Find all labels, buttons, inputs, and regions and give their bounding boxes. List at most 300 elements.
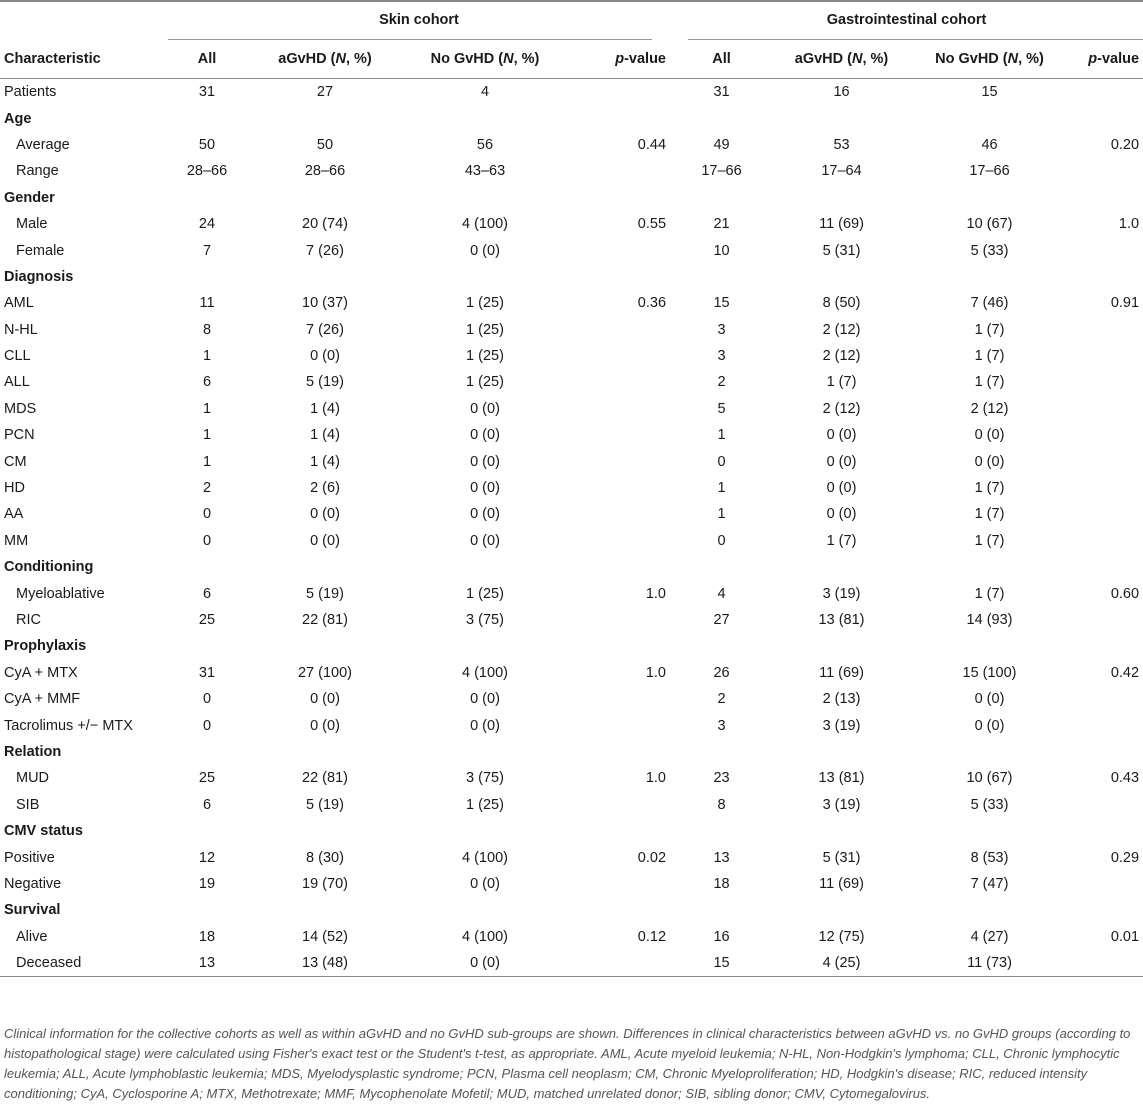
col-gi-no-gvhd: No GvHD (N, %) xyxy=(910,40,1069,79)
section-row xyxy=(0,105,1143,131)
table-cell: 31 xyxy=(713,84,730,101)
table-cell: 5 (33) xyxy=(970,796,1009,813)
table-cell: 1 (25) xyxy=(466,295,504,312)
table-cell xyxy=(1069,607,1143,633)
table-cell: 0 xyxy=(202,506,212,523)
table-cell xyxy=(1069,317,1143,343)
table-cell xyxy=(910,264,1069,290)
table-cell: 3 xyxy=(717,321,726,338)
table-cell: 1 xyxy=(202,348,212,365)
table-cell xyxy=(1069,554,1143,580)
table-cell xyxy=(168,185,246,211)
table-cell: 0 (0) xyxy=(470,480,500,497)
table-cell xyxy=(404,264,566,290)
table-cell xyxy=(1069,448,1143,474)
table-cell: 20 (74) xyxy=(302,216,348,233)
table-cell xyxy=(566,158,670,184)
table-cell xyxy=(910,818,1069,844)
table-cell: 0 (0) xyxy=(826,480,857,497)
table-footnote: Clinical information for the collective cohorts as well as within aGvHD and no GvHD sub-groups are shown. Differences in clinical characteristics between aGvHD vs. no GvHD groups (according to histopathological stage) were calculated using Fisher's exact test or the Student's t-test, as appropriate. AML, Acute myeloid leukemia; N-HL, Non-Hodgkin's lymphoma; CLL, Chronic lymphocytic leukemia; ALL, Acute lymphoblastic leukemia; MDS, Myelodysplastic syndrome; PCN, Plasma cell neoplasm; CM, Chronic Myeloproliferation; HD, Hodgkin's disease; RIC, reduced intensity conditioning; CyA, Cyclosporine A; MTX, Methotrexate; MMF, Mycophenolate Mofetil; MUD, matched unrelated donor; SIB, sibling donor; CMV, Cytomegalovirus. xyxy=(4,1026,1131,1101)
table-cell xyxy=(566,950,670,977)
table-cell: 2 (12) xyxy=(822,400,861,417)
table-cell: 1.0 xyxy=(645,770,667,787)
table-cell: 1.0 xyxy=(1118,216,1140,233)
skin-cohort-label: Skin cohort xyxy=(379,12,459,28)
table-cell: 25 xyxy=(198,770,216,787)
table-cell xyxy=(566,501,670,527)
section-label: CMV status xyxy=(4,823,83,840)
table-cell: 4 (100) xyxy=(462,849,508,866)
table-cell xyxy=(670,633,773,659)
table-cell: 8 xyxy=(202,321,212,338)
table-cell: 0 (0) xyxy=(470,717,500,734)
table-cell xyxy=(1069,475,1143,501)
row-label: ALL xyxy=(4,374,30,391)
table-cell: 0 (0) xyxy=(826,427,857,444)
section-label: Diagnosis xyxy=(4,268,74,285)
table-cell: 3 (19) xyxy=(822,717,861,734)
table-cell xyxy=(1069,528,1143,554)
table-cell: 6 xyxy=(202,796,212,813)
col-skin-all: All xyxy=(168,40,246,79)
row-label: PCN xyxy=(4,427,35,444)
table-cell xyxy=(1069,792,1143,818)
table-cell: 1 (25) xyxy=(466,321,504,338)
table-cell: 22 (81) xyxy=(302,612,348,628)
table-cell: 7 (46) xyxy=(970,295,1009,312)
table-cell: 19 xyxy=(198,875,216,892)
table-cell: 21 xyxy=(713,216,730,233)
table-cell xyxy=(566,818,670,844)
table-cell: 22 (81) xyxy=(302,770,348,787)
table-cell: 1 (25) xyxy=(466,348,504,365)
table-row xyxy=(0,607,1143,633)
table-cell xyxy=(1069,264,1143,290)
row-label: Deceased xyxy=(0,950,168,977)
table-cell xyxy=(1069,185,1143,211)
table-cell xyxy=(566,264,670,290)
table-cell xyxy=(404,554,566,580)
row-label: Alive xyxy=(16,928,48,945)
table-cell: 0.20 xyxy=(1110,136,1140,153)
table-body xyxy=(0,79,1143,977)
table-cell xyxy=(168,897,246,923)
table-row xyxy=(0,844,1143,870)
table-cell xyxy=(566,871,670,897)
table-cell: 18 xyxy=(198,928,216,945)
table-cell: 5 (19) xyxy=(306,374,344,391)
table-cell: 5 xyxy=(717,400,726,417)
table-cell: 0 (0) xyxy=(470,875,500,892)
table-cell: 10 (67) xyxy=(966,770,1013,787)
table-cell xyxy=(168,818,246,844)
table-cell xyxy=(773,105,910,131)
table-cell xyxy=(1069,105,1143,131)
table-cell xyxy=(168,264,246,290)
table-cell xyxy=(1069,818,1143,844)
table-cell: 4 (100) xyxy=(462,216,508,233)
skin-cohort-rule xyxy=(168,39,652,40)
table-cell xyxy=(404,818,566,844)
table-cell xyxy=(246,897,404,923)
table-cell: 56 xyxy=(476,136,494,153)
table-cell: 18 xyxy=(713,875,730,892)
table-cell: 16 xyxy=(833,84,850,101)
gi-cohort-rule xyxy=(688,39,1143,40)
section-row xyxy=(0,185,1143,211)
table-cell: 26 xyxy=(713,664,730,681)
row-label: CM xyxy=(4,453,27,470)
table-cell: 1 (7) xyxy=(826,532,857,549)
table-cell xyxy=(566,528,670,554)
table-cell: 11 (73) xyxy=(910,950,1069,977)
table-cell: 5 (19) xyxy=(306,796,344,813)
table-cell: 3 (19) xyxy=(822,796,861,813)
section-label: Survival xyxy=(4,902,61,919)
table-cell: 8 xyxy=(717,796,726,813)
table-cell xyxy=(246,818,404,844)
table-cell: 1 (4) xyxy=(310,427,340,444)
table-cell: 7 (47) xyxy=(970,875,1009,892)
row-label: HD xyxy=(4,480,25,497)
table-row xyxy=(0,396,1143,422)
table-cell: 1 xyxy=(202,400,212,417)
table-cell xyxy=(910,105,1069,131)
table-cell: 0 (0) xyxy=(470,242,500,259)
table-cell: 43–63 xyxy=(464,163,506,180)
table-row xyxy=(0,686,1143,712)
row-label: SIB xyxy=(16,796,40,813)
table-cell: 1 (25) xyxy=(466,374,504,391)
table-row xyxy=(0,79,1143,106)
table-cell: 1 (25) xyxy=(466,585,504,602)
table-cell xyxy=(566,686,670,712)
table-cell: 3 (19) xyxy=(822,585,861,602)
gi-cohort-header xyxy=(670,0,1143,40)
table-cell xyxy=(404,185,566,211)
table-cell: 5 (19) xyxy=(306,585,344,602)
table-cell: 4 (100) xyxy=(462,664,508,681)
table-cell: 0.42 xyxy=(1110,664,1140,681)
table-cell: 4 xyxy=(717,585,726,602)
table-cell: 1.0 xyxy=(645,585,667,602)
gi-cohort-label: Gastrointestinal cohort xyxy=(826,12,987,28)
row-label: Tacrolimus +/− MTX xyxy=(4,717,133,734)
table-row xyxy=(0,211,1143,237)
table-cell: 0.12 xyxy=(637,928,667,945)
table-cell xyxy=(168,105,246,131)
table-cell xyxy=(1069,633,1143,659)
table-cell: 15 xyxy=(981,84,998,101)
table-row xyxy=(0,528,1143,554)
section-row xyxy=(0,818,1143,844)
table-cell xyxy=(1069,739,1143,765)
table-cell: 1 (4) xyxy=(310,453,340,470)
col-characteristic: Characteristic xyxy=(0,40,168,79)
table-cell: 7 (26) xyxy=(306,321,344,338)
table-cell: 0.01 xyxy=(1110,928,1140,945)
table-cell xyxy=(773,897,910,923)
table-cell: 12 (75) xyxy=(818,928,865,945)
table-cell: 15 (100) xyxy=(962,664,1017,681)
table-cell: 1 (7) xyxy=(974,321,1005,338)
table-cell: 31 xyxy=(198,664,216,681)
table-cell: 1 xyxy=(202,427,212,444)
table-cell: 0.02 xyxy=(637,849,667,866)
table-cell: 8 (30) xyxy=(306,849,344,866)
table-cell: 0 (0) xyxy=(404,950,566,977)
col-skin-agvhd: aGvHD (N, %) xyxy=(246,40,404,79)
table-cell xyxy=(1069,712,1143,738)
table-cell xyxy=(404,739,566,765)
table-cell xyxy=(246,739,404,765)
row-label: AA xyxy=(4,506,24,523)
table-cell: 2 (12) xyxy=(970,400,1009,417)
table-cell xyxy=(566,448,670,474)
row-label: CyA + MTX xyxy=(4,664,78,681)
table-row xyxy=(0,660,1143,686)
col-gi-pvalue: p-value xyxy=(1069,40,1143,79)
table-cell xyxy=(670,264,773,290)
table-cell xyxy=(566,712,670,738)
section-label: Gender xyxy=(4,189,55,206)
table-cell xyxy=(246,554,404,580)
table-cell: 27 xyxy=(713,612,730,628)
table-row xyxy=(0,501,1143,527)
table-cell xyxy=(566,369,670,395)
table-cell: 0.55 xyxy=(637,216,667,233)
table-cell: 1.0 xyxy=(645,664,667,681)
table-cell xyxy=(566,475,670,501)
table-cell: 0 xyxy=(717,532,726,549)
table-cell: 8 (53) xyxy=(970,849,1009,866)
table-row xyxy=(0,448,1143,474)
table-cell: 16 xyxy=(713,928,730,945)
table-cell: 4 (100) xyxy=(462,928,508,945)
table-cell: 24 xyxy=(198,216,216,233)
table-cell xyxy=(670,185,773,211)
table-cell xyxy=(566,633,670,659)
table-row xyxy=(0,765,1143,791)
table-cell: 0 (0) xyxy=(826,453,857,470)
table-cell xyxy=(404,633,566,659)
table-row xyxy=(0,132,1143,158)
table-row xyxy=(0,158,1143,184)
table-cell: 0 (0) xyxy=(310,348,340,365)
table-cell: 1 (25) xyxy=(466,796,504,813)
table-cell xyxy=(246,185,404,211)
table-cell xyxy=(566,396,670,422)
table-cell xyxy=(1069,686,1143,712)
table-cell: 0.29 xyxy=(1110,849,1140,866)
table-cell xyxy=(1069,237,1143,263)
table-cell: 27 xyxy=(316,84,334,101)
col-skin-no-gvhd: No GvHD (N, %) xyxy=(404,40,566,79)
row-label: Range xyxy=(16,163,59,180)
table-cell xyxy=(910,633,1069,659)
table-cell xyxy=(566,792,670,818)
table-cell: 0 (0) xyxy=(310,532,340,549)
table-cell: 10 xyxy=(713,242,730,259)
table-cell: 1 (7) xyxy=(974,374,1005,391)
row-label: RIC xyxy=(16,612,41,628)
table-cell: 4 (27) xyxy=(970,928,1009,945)
table-cell xyxy=(670,818,773,844)
table-cell: 6 xyxy=(202,374,212,391)
table-cell: 46 xyxy=(981,136,998,153)
table-cell xyxy=(1069,871,1143,897)
row-label: MUD xyxy=(16,770,50,787)
table-row xyxy=(0,712,1143,738)
table-cell xyxy=(168,633,246,659)
table-row xyxy=(0,343,1143,369)
row-label: Average xyxy=(16,136,70,153)
table-cell: 53 xyxy=(833,136,850,153)
table-cell xyxy=(773,818,910,844)
table-cell: 28–66 xyxy=(304,163,346,180)
table-row xyxy=(0,317,1143,343)
table-cell xyxy=(1069,343,1143,369)
table-cell: 2 (12) xyxy=(822,348,861,365)
table-cell: 14 (52) xyxy=(302,928,348,945)
table-cell xyxy=(566,317,670,343)
table-cell: 1 (7) xyxy=(974,480,1005,497)
table-cell: 1 (7) xyxy=(974,532,1005,549)
table-row xyxy=(0,950,1143,977)
table-cell: 17–66 xyxy=(701,163,742,180)
table-cell xyxy=(246,264,404,290)
table-cell xyxy=(670,897,773,923)
section-label: Prophylaxis xyxy=(4,638,87,655)
table-cell xyxy=(1069,501,1143,527)
table-cell: 1 xyxy=(717,427,726,444)
table-cell: 1 xyxy=(717,506,726,523)
row-label: CLL xyxy=(4,348,31,365)
col-gi-agvhd: aGvHD (N, %) xyxy=(773,40,910,79)
table-cell xyxy=(246,633,404,659)
row-label: MDS xyxy=(4,400,37,417)
section-row xyxy=(0,739,1143,765)
table-cell: 2 xyxy=(717,374,726,391)
col-skin-pvalue: p-value xyxy=(566,40,670,79)
table-row xyxy=(0,369,1143,395)
table-cell xyxy=(1069,158,1143,184)
table-cell: 0 (0) xyxy=(310,717,340,734)
table-cell: 19 (70) xyxy=(302,875,348,892)
table-cell xyxy=(910,739,1069,765)
row-label: Positive xyxy=(4,849,55,866)
table-cell: 3 (75) xyxy=(466,770,504,787)
table-row xyxy=(0,792,1143,818)
table-cell: 0 (0) xyxy=(974,691,1005,708)
table-cell xyxy=(566,554,670,580)
row-label: N-HL xyxy=(4,321,38,338)
table-cell: 5 (33) xyxy=(970,242,1009,259)
table-row xyxy=(0,871,1143,897)
table-cell: 7 (26) xyxy=(306,242,344,259)
table-cell xyxy=(773,264,910,290)
table-cell: 50 xyxy=(198,136,216,153)
table-cell: 23 xyxy=(713,770,730,787)
table-cell xyxy=(670,554,773,580)
table-cell xyxy=(246,105,404,131)
table-cell xyxy=(1069,369,1143,395)
section-label: Relation xyxy=(4,743,62,760)
table-cell xyxy=(404,105,566,131)
table-cell: 13 (48) xyxy=(246,950,404,977)
table-cell: 17–64 xyxy=(821,163,862,180)
table-cell xyxy=(566,185,670,211)
table-cell: 3 xyxy=(717,348,726,365)
table-cell: 13 (81) xyxy=(818,612,865,628)
table-cell: 13 xyxy=(713,849,730,866)
table-cell: 3 (75) xyxy=(466,612,504,628)
table-cell xyxy=(670,739,773,765)
table-cell xyxy=(1069,950,1143,977)
table-cell: 0 xyxy=(202,691,212,708)
table-header xyxy=(0,0,1143,79)
skin-cohort-header xyxy=(168,0,670,40)
row-label: Female xyxy=(16,242,65,259)
table-cell xyxy=(566,105,670,131)
table-cell: 1 (7) xyxy=(974,348,1005,365)
table-cell xyxy=(566,237,670,263)
table-cell xyxy=(1069,422,1143,448)
table-cell: 0 (0) xyxy=(310,506,340,523)
table-cell: 0 (0) xyxy=(310,691,340,708)
table-cell: 1 xyxy=(202,453,212,470)
row-label: MM xyxy=(4,532,29,549)
table-cell: 2 xyxy=(717,691,726,708)
table-cell: 0 xyxy=(717,453,726,470)
table-row xyxy=(0,237,1143,263)
table-cell: 0 (0) xyxy=(974,453,1005,470)
table-cell: 49 xyxy=(713,136,730,153)
table-cell: 8 (50) xyxy=(822,295,861,312)
table-cell: 0.43 xyxy=(1110,770,1140,787)
table-cell xyxy=(168,554,246,580)
column-header-row xyxy=(0,40,1143,79)
table-cell: 0 (0) xyxy=(470,532,500,549)
table-cell xyxy=(566,343,670,369)
table-cell xyxy=(1069,79,1143,106)
table-cell: 50 xyxy=(316,136,334,153)
table-cell: 0.91 xyxy=(1110,295,1140,312)
table-cell: 2 (6) xyxy=(310,480,340,497)
table-cell xyxy=(910,554,1069,580)
table-cell xyxy=(566,739,670,765)
table-cell xyxy=(910,897,1069,923)
table-row xyxy=(0,924,1143,950)
table-cell: 0 (0) xyxy=(470,400,500,417)
section-row xyxy=(0,633,1143,659)
table-cell: 6 xyxy=(202,585,212,602)
table-cell: 2 (12) xyxy=(822,321,861,338)
table-cell: 3 xyxy=(717,717,726,734)
table-cell xyxy=(773,739,910,765)
table-cell xyxy=(566,79,670,106)
table-cell: 15 xyxy=(713,295,730,312)
table-cell xyxy=(670,105,773,131)
section-row xyxy=(0,264,1143,290)
table-cell: 25 xyxy=(198,612,216,628)
row-label: CyA + MMF xyxy=(4,691,81,708)
table-row xyxy=(0,290,1143,316)
table-cell: 0 (0) xyxy=(470,506,500,523)
col-gi-all: All xyxy=(670,40,773,79)
table-cell: 0.36 xyxy=(637,295,667,312)
table-cell: 1 xyxy=(717,480,726,497)
